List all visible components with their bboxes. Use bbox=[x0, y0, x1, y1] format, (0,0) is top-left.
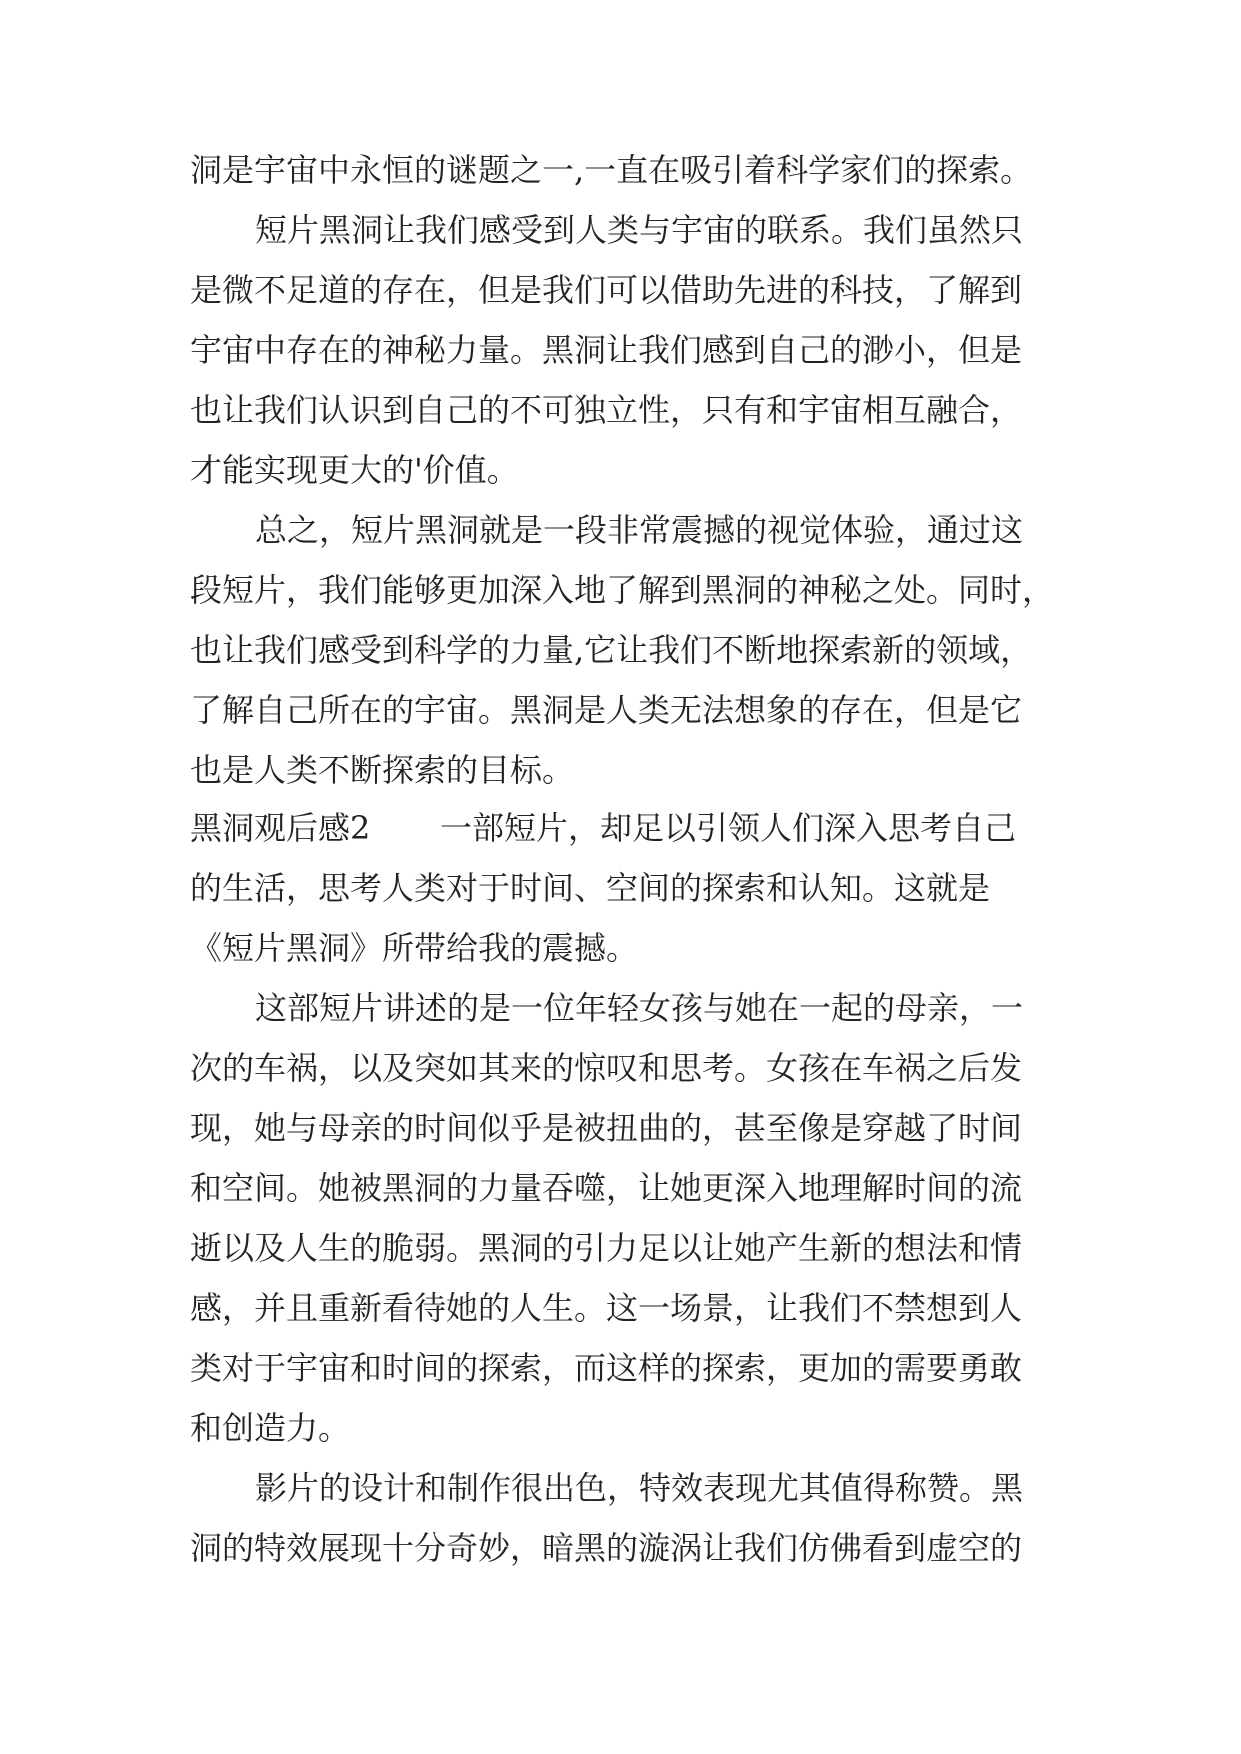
section-heading-text: 一部短片，却足以引领人们深入思考自己 bbox=[440, 809, 1017, 847]
text-line: 类对于宇宙和时间的探索，而这样的探索，更加的需要勇敢 bbox=[190, 1349, 1023, 1387]
text-line: 《短片黑洞》所带给我的震撼。 bbox=[190, 929, 639, 967]
text-line: 洞的特效展现十分奇妙，暗黑的漩涡让我们仿佛看到虚空的 bbox=[190, 1529, 1023, 1567]
text-line: 和创造力。 bbox=[190, 1409, 351, 1447]
text-line: 才能实现更大的'价值。 bbox=[190, 451, 519, 489]
text-line: 也让我们认识到自己的不可独立性，只有和宇宙相互融合， bbox=[190, 391, 1023, 429]
section-heading: 黑洞观后感2 bbox=[190, 809, 371, 847]
text-line: 感，并且重新看待她的人生。这一场景，让我们不禁想到人 bbox=[190, 1289, 1023, 1327]
text-line: 段短片，我们能够更加深入地了解到黑洞的神秘之处。同时， bbox=[190, 571, 1055, 609]
paragraph-start-line: 这部短片讲述的是一位年轻女孩与她在一起的母亲，一 bbox=[255, 989, 1024, 1027]
text-line: 的生活，思考人类对于时间、空间的探索和认知。这就是 bbox=[190, 869, 991, 907]
text-line: 和空间。她被黑洞的力量吞噬，让她更深入地理解时间的流 bbox=[190, 1169, 1023, 1207]
text-line: 现，她与母亲的时间似乎是被扭曲的，甚至像是穿越了时间 bbox=[190, 1109, 1023, 1147]
section-heading-line bbox=[190, 808, 1016, 848]
text-line: 次的车祸，以及突如其来的惊叹和思考。女孩在车祸之后发 bbox=[190, 1049, 1023, 1087]
text-line: 也是人类不断探索的目标。 bbox=[190, 751, 575, 789]
paragraph-start-line: 总之，短片黑洞就是一段非常震撼的视觉体验，通过这 bbox=[255, 511, 1024, 549]
paragraph-start-line: 短片黑洞让我们感受到人类与宇宙的联系。我们虽然只 bbox=[255, 211, 1024, 249]
text-line: 洞是宇宙中永恒的谜题之一,一直在吸引着科学家们的探索。 bbox=[190, 151, 1033, 189]
text-line: 也让我们感受到科学的力量,它让我们不断地探索新的领域， bbox=[190, 631, 1033, 669]
text-line: 是微不足道的存在，但是我们可以借助先进的科技，了解到 bbox=[190, 271, 1023, 309]
paragraph-start-line: 影片的设计和制作很出色，特效表现尤其值得称赞。黑 bbox=[255, 1469, 1024, 1507]
text-line: 逝以及人生的脆弱。黑洞的引力足以让她产生新的想法和情 bbox=[190, 1229, 1023, 1267]
text-line: 了解自己所在的宇宙。黑洞是人类无法想象的存在，但是它 bbox=[190, 691, 1023, 729]
text-line: 宇宙中存在的神秘力量。黑洞让我们感到自己的渺小，但是 bbox=[190, 331, 1023, 369]
